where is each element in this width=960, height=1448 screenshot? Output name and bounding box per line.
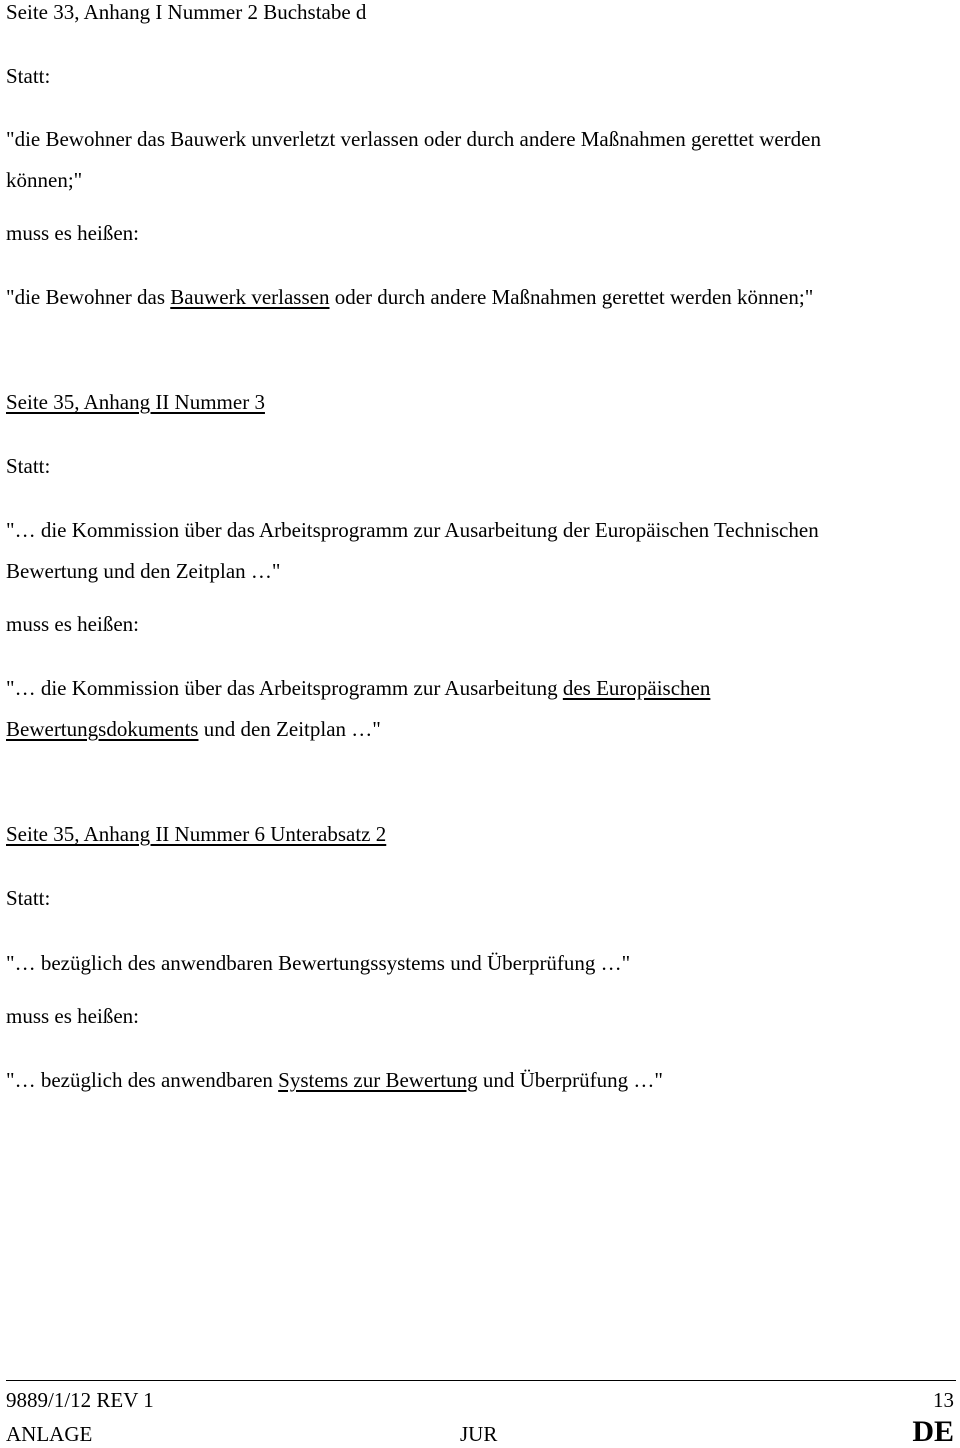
section-2-new-text-line-1 — [6, 676, 710, 700]
section-3-heading: Seite 35, Anhang II Nummer 6 Unterabsatz 2 — [6, 822, 387, 846]
section-2-muss-label: muss es heißen: — [6, 612, 139, 636]
section-3-muss-label: muss es heißen: — [6, 1004, 139, 1028]
section-2-heading: Seite 35, Anhang II Nummer 3 — [6, 390, 265, 414]
section-2-new-text-line-2 — [6, 717, 381, 741]
new-text-part: "… die Kommission über das Arbeitsprogramm zur Ausarbeitung — [6, 676, 563, 700]
section-1-muss-label: muss es heißen: — [6, 221, 139, 245]
section-1-old-text-line-2: können;" — [6, 168, 83, 192]
section-1-new-text — [6, 285, 813, 309]
section-1-old-text-line-1: "die Bewohner das Bauwerk unverletzt verlassen oder durch andere Maßnahmen gerettet werden — [6, 127, 821, 151]
section-1-statt-label: Statt: — [6, 64, 51, 88]
footer-department: JUR — [460, 1422, 498, 1446]
new-text-part: "die Bewohner das — [6, 285, 171, 309]
new-text-part: und Überprüfung …" — [477, 1068, 663, 1092]
section-2-old-text-line-2: Bewertung und den Zeitplan …" — [6, 559, 281, 583]
section-1-heading: Seite 33, Anhang I Nummer 2 Buchstabe d — [6, 0, 367, 24]
footer-doc-number: 9889/1/12 REV 1 — [6, 1388, 154, 1412]
footer-page-number: 13 — [933, 1388, 954, 1412]
footer-annex-label: ANLAGE — [6, 1422, 93, 1446]
section-2-statt-label: Statt: — [6, 454, 51, 478]
amended-phrase: Systems zur Bewertung — [278, 1068, 478, 1092]
section-3-old-text: "… bezüglich des anwendbaren Bewertungssystems und Überprüfung …" — [6, 951, 631, 975]
footer-divider — [6, 1380, 956, 1381]
section-3-new-text — [6, 1068, 663, 1092]
footer-language-code: DE — [912, 1415, 954, 1448]
new-text-part: oder durch andere Maßnahmen gerettet werden können;" — [329, 285, 814, 309]
new-text-part: "… bezüglich des anwendbaren — [6, 1068, 279, 1092]
section-3-statt-label: Statt: — [6, 886, 51, 910]
amended-phrase: Bewertungsdokuments — [6, 717, 199, 741]
section-2-old-text-line-1: "… die Kommission über das Arbeitsprogramm zur Ausarbeitung der Europäischen Technischen — [6, 518, 819, 542]
new-text-part: und den Zeitplan …" — [198, 717, 381, 741]
amended-phrase: des Europäischen — [562, 676, 711, 700]
amended-phrase: Bauwerk verlassen — [170, 285, 330, 309]
